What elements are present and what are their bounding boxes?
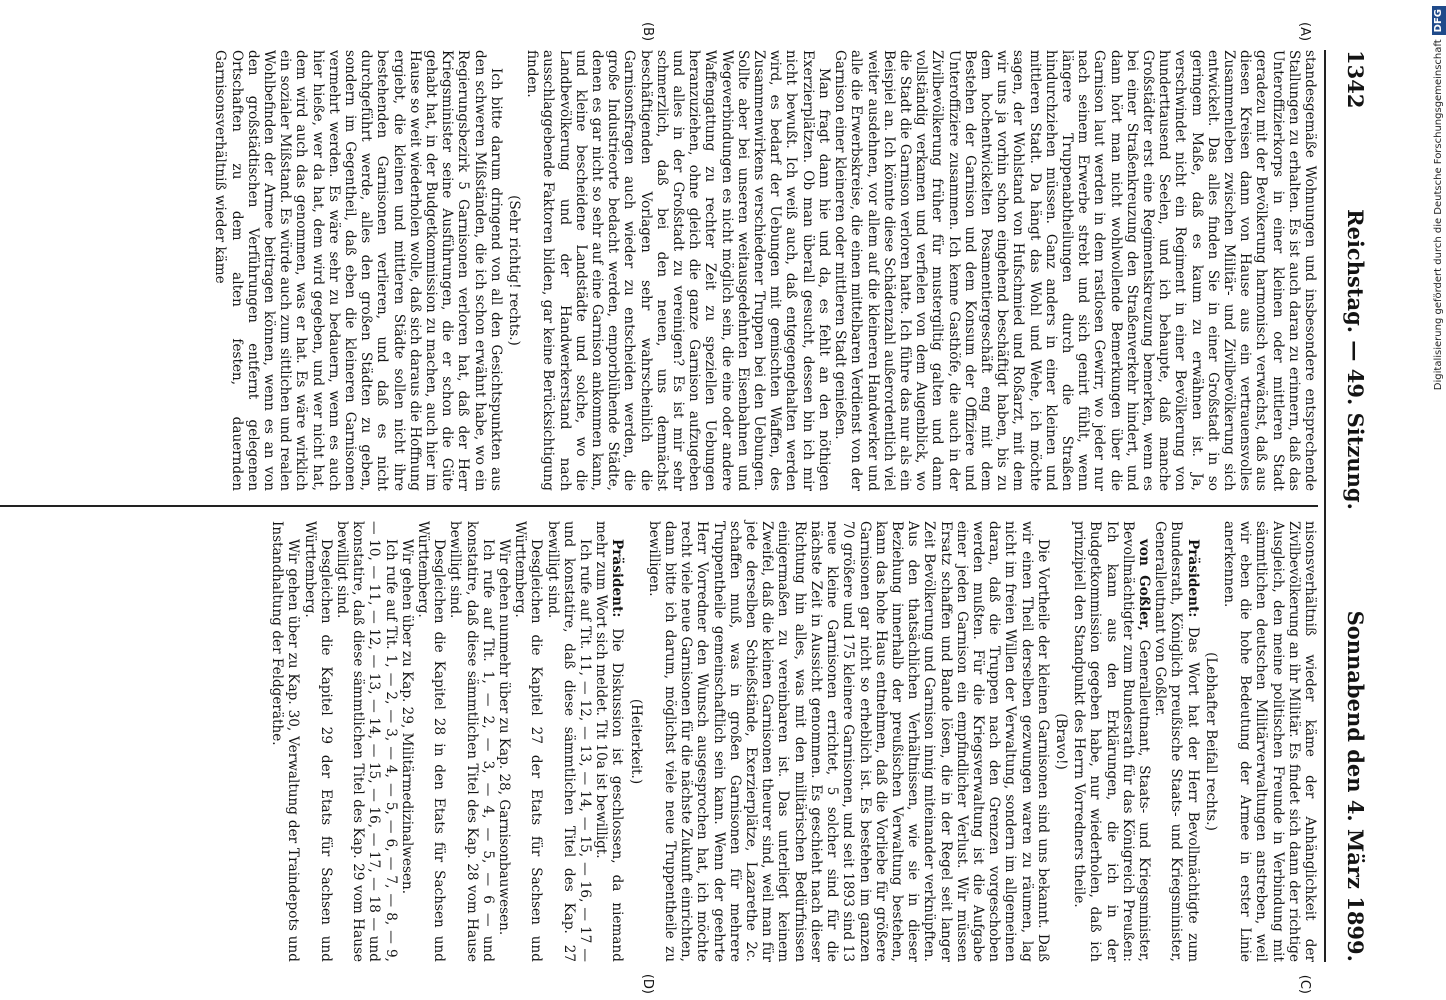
credit-text: Digitalisierung gefördert durch die Deutsche Forschungsgemeinschaft — [1433, 39, 1444, 391]
interjection: (Sehr richtig! rechts.) — [506, 195, 523, 346]
header-rule — [1324, 50, 1326, 962]
text-columns — [0, 50, 1318, 962]
margin-marker-d: (D) — [640, 973, 655, 994]
page-header — [1328, 50, 1368, 962]
speaker-name: Präsident: — [1184, 539, 1201, 618]
speech-paragraph — [1152, 521, 1201, 962]
interjection: (Heiterkeit.) — [627, 698, 644, 785]
speaker-name: Präsident: — [609, 539, 626, 618]
session-title: Reichstag. — 49. Sitzung. — [1343, 209, 1368, 510]
paragraph: Wir gehen über zu Kap. 29, Militärmedizinalwesen. — [398, 539, 415, 895]
paragraph: Die Vortheile der kleinen Garnisonen sind uns bekannt. Daß wir einen Theil derselben gezwungen waren zu räumen, lag nicht im freien Willen der Verwaltung, sondern im allgemeinen daran, daß die Truppen nach den Grenzen vorgeschoben werden mußten. Für die Kriegsverwaltung ist die Aufgabe einer jeden Garnison ein empfindlicher Verlust. Wir müssen Ersatz schaffen und Bande lösen, die in der Regel seit langer Zeit Bevölkerung und Garnison innig miteinander verknüpften. Aus den thatsächlichen Verhältnissen, wie sie in dieser Beziehung innerhalb der preußischen Verwaltung bestehen, kann das hohe Haus entnehmen, daß die Vorliebe für größere Garnisonen gar nicht so erheblich ist. Es bestehen im ganzen 70 größere und 175 kleinere Garnisonen, und seit 1893 sind 13 neue kleine Garnisonen errichtet, 5 solcher sind für die nächste Zeit in Aussicht genommen. Es geschieht nach dieser Richtung hin alles, was mit den militärischen Bedürfnissen einigermaßen zu vereinbaren ist. Das unterliegt keinem Zweifel, daß die kleinen Garnisonen theurer sind, weil man für jede derselben Schießstände, Exerzierplätze, Lazarethe 2c. schaffen muß, was in großen Garnisonen für mehrere Truppentheile gemeinschaftlich sein kann. Wenn der geehrte Herr Vorredner den Wunsch ausgesprochen hat, ich möchte recht viele neue Garnisonen für die nächste Zukunft einrichten, dann bitte ich darum, möglichst viele neue Truppentheile zu bewilligen. — [645, 521, 1051, 962]
speech-text: Das Wort hat der Herr Bevollmächtigte zum Bundesrath, Königlich preußische Staats- und Kriegsminister, Generalleutnant von Goßler. — [1152, 521, 1201, 962]
paragraph: Desgleichen die Kapitel 27 der Etats für Sachsen und Württemberg. — [512, 521, 545, 962]
digitization-credit — [1418, 6, 1444, 996]
speech-text: Generalleutnant, Staats- und Kriegsminister, Bevollmächtigter zum Bundesrath für das Königreich Preußen: Ich kann aus den Erklärungen, die ich in der Budgetkommission gegeben habe, nur wiederholen, daß ich prinzipiell den Standpunkt des Herrn Vorredners theile. — [1071, 521, 1152, 963]
paragraph: Ich rufe auf Tit. 1, — 2, — 3, — 4, — 5, — 6, — 7, — 8, — 9, — 10, — 11, — 12, — 13, — 14, — 15, — 16, — 17, — 18 — und konstatire, daß diese sämmtlichen Titel des Kap. 29 vom Hause bewilligt sind. — [334, 521, 399, 962]
speech-paragraph — [1071, 521, 1152, 962]
speech-paragraph — [593, 521, 625, 962]
margin-marker-a: (A) — [1297, 22, 1312, 42]
paragraph: nisonsverhältniß wieder käme der Anhänglichkeit der Zivilbevölkerung an ihr Militär. Es findet sich dann der richtige Ausgleich, den meine politischen Freunde in Verbindung mit sämmtlichen deutschen Militärverwaltungen anstreben, weil wir eben die hohe Bedeutung der Armee in erster Linie anerkennen. — [1220, 521, 1318, 962]
interjection: (Bravo!) — [1052, 713, 1069, 770]
paragraph: Ich rufe auf Tit. 11, — 12, — 13, — 14, — 15, — 16, — 17 — und konstatire, daß diese sämmtlichen Titel des Kap. 27 bewilligt sind. — [544, 521, 594, 962]
left-column — [0, 50, 1318, 505]
paragraph: Ich rufe auf Tit. 1, — 2, — 3, — 4, — 5, — 6 — und konstatire, daß diese sämmtlichen Titel des Kap. 28 vom Hause bewilligt sind. — [447, 521, 496, 962]
paragraph: Man fragt dann hie und da, es fehlt an den nöthigen Exerzierplätzen. Ob man überall gesucht, dessen bin ich mir nicht bewußt. Ich weiß auch, daß entgegengehalten werden wird, es bedarf der Uebungen mit gemischten Waffen, des Zusammenwirkens verschiedener Truppen bei den Uebungen. Sollte aber bei unseren weitausgedehnten Eisenbahnen und Wegeverbindungen es nicht möglich sein, die eine oder andere Waffengattung zu rechter Zeit zu speziellen Uebungen heranzuziehen, ohne gleich die ganze Garnison aufzugeben und alles in der Großstadt zu vereinigen? Es ist mir sehr schmerzlich, daß bei den neuen, uns demnächst beschäftigenden Vorlagen sehr wahrscheinlich die Garnisonsfragen auch wieder zu entscheiden werden, die große Industrieorte bedacht werden, emporblühende Städte, denen es gar nicht so sehr auf eine Garnison ankommen kann, und kleine bescheidene Landstädte und solche, wo die Landbevölkerung und der Handwerkerstand nach ausschlaggebende Faktoren bilden, gar keine Berücksichtigung finden. — [524, 50, 832, 491]
paragraph: Wir gehen über zu Kap. 30, Verwaltung der Traindepots und Instandhaltung der Feldgeräthe. — [269, 521, 302, 962]
paragraph: Desgleichen die Kapitel 29 der Etats für Sachsen und Württemberg. — [301, 521, 334, 962]
right-column — [0, 507, 1318, 962]
paragraph: Wir gehen nunmehr über zu Kap. 28, Garnisonbauwesen. — [496, 539, 513, 936]
paragraph: standesgemäße Wohnungen und insbesondere entsprechende Stallungen zu erhalten. Es ist auch daran zu erinnern, daß das Unteroffizierkorps in einer kleinen oder mittleren Stadt geradezu mit der Bevölkerung harmonisch verwächst, daß aus diesen Kreisen dann von Hause aus ein vertrauensvolles Zusammenleben zwischen Militär- und Zivilbevölkerung sich entwickelt. Das alles finden Sie in einer Großstadt in so geringem Maße, daß es kaum zu erwähnen ist. Ja, verschwindet nicht ein Regiment in einer Bevölkerung von hunderttausend Seelen, und ich behaupte, daß manche Großstädter erst eine Regimentskreuzung bemerken, wenn es bei einer Straßenkreuzung den Straßenverkehr hindert, und dann hört man nicht wohlwollende Bemerkungen über die Garnison laut werden in dem rastlosen Gewirr, wo jeder nur nach seinem Erwerbe strebt und sich genirt fühlt, wenn längere Truppenabtheilungen durch die Straßen hindurchziehen müssen. Ganz anders in einer kleinen und mittleren Stadt. Da hängt das Wohl und Wehe, ich möchte sagen, der Wohlstand von Hufschmied und Roßarzt, mit dem wir uns ja vorhin schon eingehend beschäftigt haben, bis zu dem hochentwickelten Posamentiergeschäft eng mit dem Bestehen der Garnison und dem Konsum der Offiziere und Unteroffiziere zusammen. Ich kenne Gasthöfe, die auch in der Zivilbevölkerung früher für mustergiltig galten und dann vollständig verkamen und verfielen von dem Augenblick, wo die Stadt die Garnison verloren hatte. Ich führe das nur als ein Beispiel an. Ich könnte diese Schädenzahl außerordentlich viel weiter ausdehnen, vor allem auf die kleineren Handwerker und alle die Erwerbskreise, die einen mittelbaren Verdienst von der Garnison einer kleineren oder mittleren Stadt genießen. — [832, 50, 1318, 491]
speaker-name: von Goßler, — [1135, 539, 1152, 631]
speech-text: Die Diskussion ist geschlossen, da niemand mehr zum Wort sich meldet. Tit 10a ist bewilligt. — [593, 521, 626, 962]
paragraph: Desgleichen die Kapitel 28 in den Etats für Sachsen und Württemberg. — [415, 521, 448, 962]
page-number: 1342 — [1343, 50, 1368, 109]
margin-marker-b: (B) — [640, 22, 655, 42]
interjection: (Lebhafter Beifall rechts.) — [1202, 652, 1219, 831]
dfg-logo: DFG — [1432, 6, 1446, 35]
margin-marker-c: (C) — [1297, 974, 1312, 994]
paragraph: Ich bitte darum dringend von all den Gesichtspunkten aus den schweren Mißständen, die ich schon erwähnt habe, wo ein Regierungsbezirk 5 Garnisonen verloren hat, daß der Herr Kriegsminister seine Ausführungen, die er schon die Güte gehabt hat, in der Budgetkommission zu machen, auch hier im Hause so weit wiederholen wolle, daß sich daraus die Hoffnung ergiebt, die kleinen und mittleren Städte sollen nicht ihre bestehenden Garnisonen verlieren, und daß es nicht durchgeführt werde, alles den großen Städten zu geben, sondern im Gegentheil, daß eben die kleineren Garnisonen vermehrt werden. Es wäre sehr zu bedauern, wenn es auch hier hieße, wer da hat, dem wird gegeben, und wer nicht hat, dem wird auch das genommen, was er hat. Es wäre wirklich ein sozialer Mißstand. Es würde auch zum sittlichen und realen Wohlbefinden der Armee beitragen können, wenn es an von den großstädtischen Verführungen entfernt gelegenen Ortschaften zu dem alten festen, dauernden Garnisonsverhältniß wieder käme — [212, 50, 504, 491]
session-date: Sonnabend den 4. März 1899. — [1343, 610, 1368, 962]
